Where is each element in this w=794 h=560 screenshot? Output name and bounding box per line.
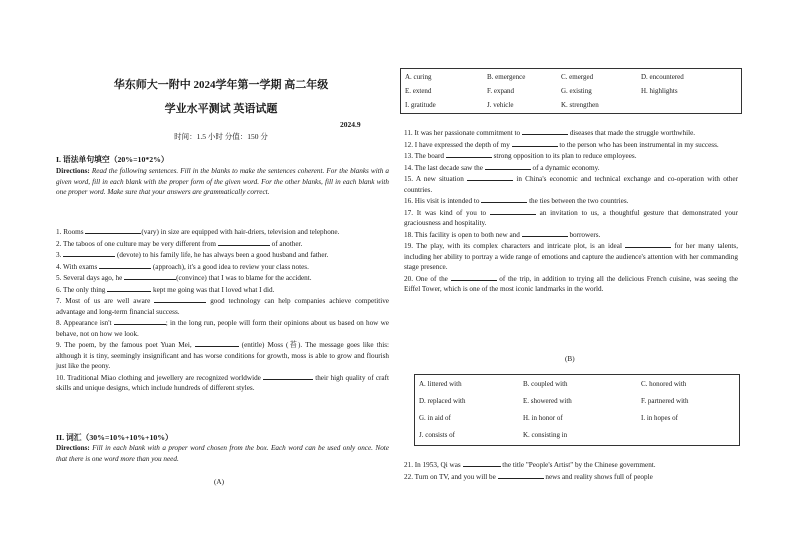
question-18: 18. This facility is open to both new and borrowers. bbox=[404, 230, 601, 239]
answer-blank[interactable] bbox=[195, 339, 239, 347]
phrase-option: F. partnered with bbox=[641, 397, 689, 405]
question-7: 7. Most of us are well aware good technology can help companies achieve competitive advantage and long-term financial success. bbox=[56, 297, 389, 316]
phrase-option: H. in honor of bbox=[523, 414, 563, 422]
question-9: 9. The poem, by the famous poet Yuan Mei, (entitle) Moss (苔). The message goes like this: although it is tiny, seemingly insignificant and has worse conditions for growth, moss is able to grow and flourish just like the peony. bbox=[56, 341, 389, 370]
exam-title-line1: 华东师大一附中 2024学年第一学期 高二年级 bbox=[113, 79, 329, 91]
answer-blank[interactable] bbox=[107, 284, 151, 292]
answer-blank[interactable] bbox=[490, 207, 536, 215]
question-2: 2. The taboos of one culture may be very different from of another. bbox=[56, 239, 303, 248]
answer-blank[interactable] bbox=[85, 226, 141, 234]
question-10: 10. Traditional Miao clothing and jewellery are recognized worldwide their high quality of craft skills and unique designs, which include hundreds of different styles. bbox=[56, 373, 389, 392]
question-8: 8. Appearance isn't ; in the long run, people will form their opinions about us based on how we behave, not on how we look. bbox=[56, 319, 389, 338]
answer-blank[interactable] bbox=[625, 240, 671, 248]
section1-directions bbox=[56, 166, 389, 198]
answer-blank[interactable] bbox=[481, 195, 527, 203]
word-option: B. emergence bbox=[487, 73, 526, 81]
answer-blank[interactable] bbox=[498, 471, 544, 479]
answer-blank[interactable] bbox=[485, 162, 531, 170]
answer-blank[interactable] bbox=[522, 127, 568, 135]
answer-blank[interactable] bbox=[114, 317, 166, 325]
directions-text: Read the following sentences. Fill in the blanks to make the sentences coherent. For the blanks with a given word, fill in each blank with the proper form of the given word. For the other blanks, fill in each blank with one proper word. Make sure that your answers are grammatically correct. bbox=[56, 167, 389, 196]
answer-blank[interactable] bbox=[263, 372, 313, 380]
answer-blank[interactable] bbox=[522, 229, 568, 237]
question-1: 1. Rooms (vary) in size are equipped with hair-driers, television and telephone. bbox=[56, 228, 340, 236]
phrase-option: K. consisting in bbox=[523, 431, 568, 439]
section1-heading: I. 语法单句填空（20%=10*2%） bbox=[56, 155, 169, 164]
question-12: 12. I have expressed the depth of my to the person who has been instrumental in my success. bbox=[404, 140, 719, 149]
phrase-option: J. consists of bbox=[419, 431, 455, 439]
question-21: 21. In 1953, Qi was the title "People's Artist" by the Chinese government. bbox=[404, 461, 656, 469]
answer-blank[interactable] bbox=[63, 249, 115, 257]
section1-questions bbox=[56, 226, 389, 394]
section2-questions-a bbox=[404, 127, 738, 295]
answer-blank[interactable] bbox=[99, 261, 151, 269]
phrase-option: E. showered with bbox=[523, 397, 572, 405]
word-option: F. expand bbox=[487, 87, 515, 95]
question-11: 11. It was her passionate commitment to diseases that made the struggle worthwhile. bbox=[404, 129, 696, 137]
word-option: I. gratitude bbox=[405, 101, 436, 109]
question-16: 16. His visit is intended to the ties between the two countries. bbox=[404, 197, 629, 205]
word-option: H. highlights bbox=[641, 87, 678, 95]
phrase-option: B. coupled with bbox=[523, 380, 568, 388]
phrase-option: G. in aid of bbox=[419, 414, 451, 422]
word-box-a bbox=[400, 68, 742, 114]
word-option: C. emerged bbox=[561, 73, 594, 81]
part-a-label: (A) bbox=[214, 478, 224, 486]
phrase-option: I. in hopes of bbox=[641, 414, 678, 422]
phrase-option: A. littered with bbox=[419, 380, 462, 388]
answer-blank[interactable] bbox=[124, 272, 176, 280]
question-4: 4. With exams (approach), it's a good idea to review your class notes. bbox=[56, 262, 309, 271]
exam-time-info: 时间：1.5 小时 分值：150 分 bbox=[174, 132, 268, 141]
exam-title-line2: 学业水平测试 英语试题 bbox=[164, 103, 278, 115]
directions-label: Directions: bbox=[56, 167, 90, 175]
question-15: 15. A new situation in China's economic and technical exchange and co-operation with other countries. bbox=[404, 175, 738, 194]
question-6: 6. The only thing kept me going was that I loved what I did. bbox=[56, 285, 275, 294]
exam-date: 2024.9 bbox=[340, 120, 361, 129]
word-option: A. curing bbox=[405, 73, 432, 81]
question-22: 22. Turn on TV, and you will be news and reality shows full of people bbox=[404, 472, 653, 481]
question-19: 19. The play, with its complex characters and intricate plot, is an ideal for her many talents, including her ability to portray a wide range of emotions and capture the audience's attention with her commanding stage presence. bbox=[404, 242, 738, 271]
question-14: 14. The last decade saw the of a dynamic economy. bbox=[404, 163, 600, 172]
word-option: K. strengthen bbox=[561, 101, 599, 109]
question-13: 13. The board strong opposition to its plan to reduce employees. bbox=[404, 152, 637, 160]
section2-directions bbox=[56, 443, 389, 464]
question-20: 20. One of the of the trip, in addition to trying all the delicious French cuisine, was seeing the Eiffel Tower, which is one of the most iconic landmarks in the world. bbox=[404, 274, 738, 293]
word-box-b bbox=[414, 374, 740, 446]
question-5: 5. Several days ago, he (convince) that I was to blame for the accident. bbox=[56, 274, 312, 282]
question-3: 3. (devote) to his family life, he has always been a good husband and father. bbox=[56, 251, 329, 259]
word-option: E. extend bbox=[405, 87, 432, 95]
answer-blank[interactable] bbox=[446, 150, 492, 158]
answer-blank[interactable] bbox=[512, 139, 558, 147]
word-option: G. existing bbox=[561, 87, 592, 95]
word-option: D. encountered bbox=[641, 73, 684, 81]
phrase-option: C. honored with bbox=[641, 380, 687, 388]
answer-blank[interactable] bbox=[154, 295, 206, 303]
answer-blank[interactable] bbox=[463, 459, 501, 467]
phrase-option: D. replaced with bbox=[419, 397, 466, 405]
question-17: 17. It was kind of you to an invitation to us, a thoughtful gesture that demonstrated your graciousness and hospitality. bbox=[404, 208, 738, 227]
answer-blank[interactable] bbox=[451, 273, 497, 281]
section2-heading: II. 词汇（30%=10%+10%+10%） bbox=[56, 433, 173, 442]
part-b-label: (B) bbox=[565, 355, 575, 363]
directions-text: Fill in each blank with a proper word chosen from the box. Each word can be used only once. Note that there is one word more than you need. bbox=[56, 444, 389, 463]
answer-blank[interactable] bbox=[218, 238, 270, 246]
answer-blank[interactable] bbox=[467, 173, 513, 181]
word-option: J. vehicle bbox=[487, 101, 514, 109]
directions-label: Directions: bbox=[56, 444, 90, 452]
section2-questions-b bbox=[404, 459, 738, 482]
